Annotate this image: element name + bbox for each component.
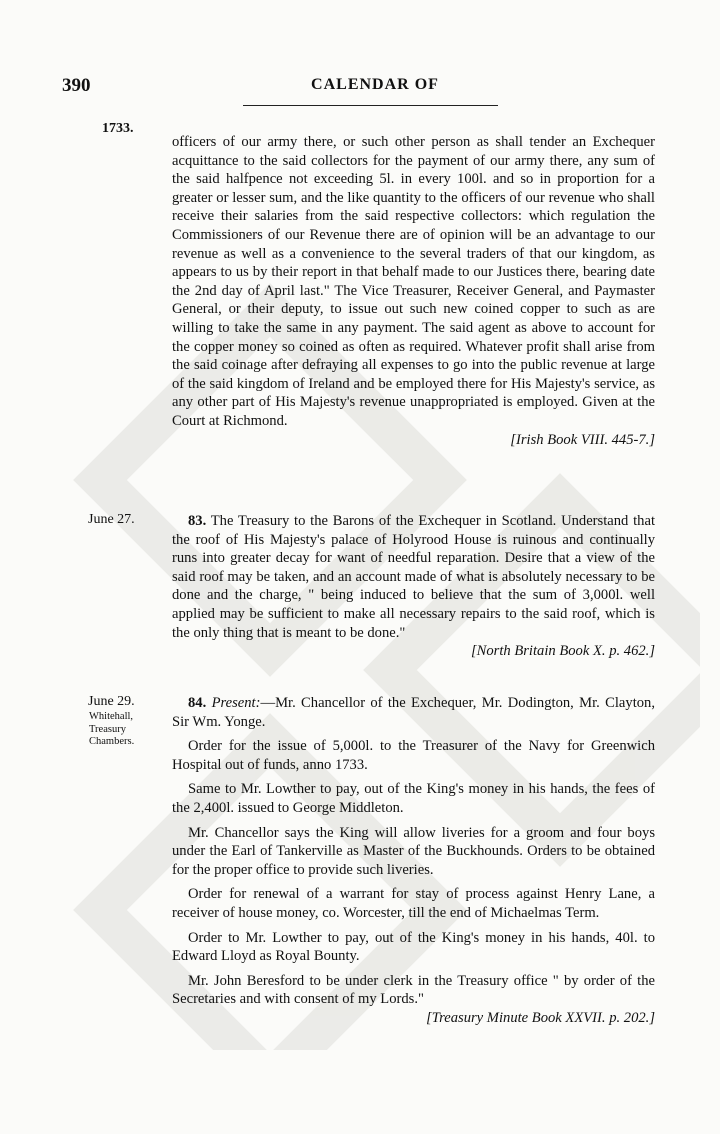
running-head: CALENDAR OF — [311, 76, 439, 93]
entry-83-date: June 27. — [88, 512, 135, 527]
entry-84-paragraph: Mr. John Beresford to be under clerk in the Treasury office " by order of the Secretaries and with consent of my Lords." — [172, 972, 655, 1008]
entry-83 — [172, 512, 655, 661]
entry-84-paragraph: Order to Mr. Lowther to pay, out of the King's money in his hands, 40l. to Edward Lloyd as Royal Bounty. — [172, 929, 655, 965]
entry-84-paragraph: Order for renewal of a warrant for stay of process against Henry Lane, a receiver of house money, co. Worcester, till the end of Michaelmas Term. — [172, 886, 655, 921]
entry-83-number: 83. — [188, 513, 207, 529]
page-number: 390 — [62, 75, 91, 96]
entry-84-place: Whitehall, Treasury Chambers. — [89, 711, 135, 747]
entry-84-paragraph: Same to Mr. Lowther to pay, out of the King's money in his hands, the fees of the 2,400l. issued to George Middleton. — [172, 781, 655, 816]
margin-year: 1733. — [102, 121, 134, 136]
entry-83-citation: [North Britain Book X. p. 462.] — [470, 643, 655, 660]
entry-84 — [172, 694, 655, 1028]
entry-84-paragraph: Order for the issue of 5,000l. to the Treasurer of the Navy for Greenwich Hospital out of funds, anno 1733. — [172, 738, 655, 773]
entry-84-present: 84. Present:—Mr. Chancellor of the Exchequer, Mr. Dodington, Mr. Clayton, Sir Wm. Yonge. — [172, 695, 655, 730]
entry-84-paragraph: Mr. Chancellor says the King will allow liveries for a groom and four boys under the Earl of Tankerville as Master of the Buckhounds. Orders to be obtained for the proper office to provide such liveries. — [172, 824, 655, 878]
entry-84-number: 84. — [188, 695, 207, 711]
continuation-text: officers of our army there, or such other person as shall tender an Exchequer acquittance to the said collectors for the payment of our army there, any sum of the said halfpence not exceeding 5l. in every 100l. and so in proportion for a greater or lesser sum, and the like quantity to the officers of our revenue who shall receive their salaries from the said respective collectors: which regulation the Commissioners of our Revenue there are of opinion will be an advantage to our revenue as well as a convenience to the several traders of that our kingdom, as appears to us by their report in that behalf made to our Justices there, bearing date the 2nd day of April last." The Vice Treasurer, Receiver General, and Paymaster General, or their deputy, to issue out such new coined copper to such as are willing to take the same in any payment. The said agent as above to account for the copper money so coined as often as required. Whatever profit shall arise from the said coinage after defraying all expenses to go into the public revenue at large of the said kingdom of Ireland and be employed there for His Majesty's service, as any other part of His Majesty's revenue unappropriated is employed. Given at the Court at Richmond. — [172, 134, 655, 429]
entry-84-citation: [Treasury Minute Book XXVII. p. 202.] — [426, 1009, 655, 1026]
continuation-block — [172, 133, 655, 449]
entry-83-text: 83. The Treasury to the Barons of the Exchequer in Scotland. Understand that the roof of His Majesty's palace of Holyrood House is ruinous and continually runs into greater decay for want of needful reparation. Desire that a view of the said roof may be taken, and an account made of what is absolutely necessary to be done and the charge, " being induced to believe that the sum of 3,000l. well applied may be sufficient to make all necessary repairs to the said roof, which is the only thing that is meant to be done." — [172, 513, 655, 641]
continuation-citation: [Irish Book VIII. 445-7.] — [510, 431, 655, 448]
entry-84-date: June 29. — [88, 694, 135, 709]
header-rule — [243, 105, 498, 106]
